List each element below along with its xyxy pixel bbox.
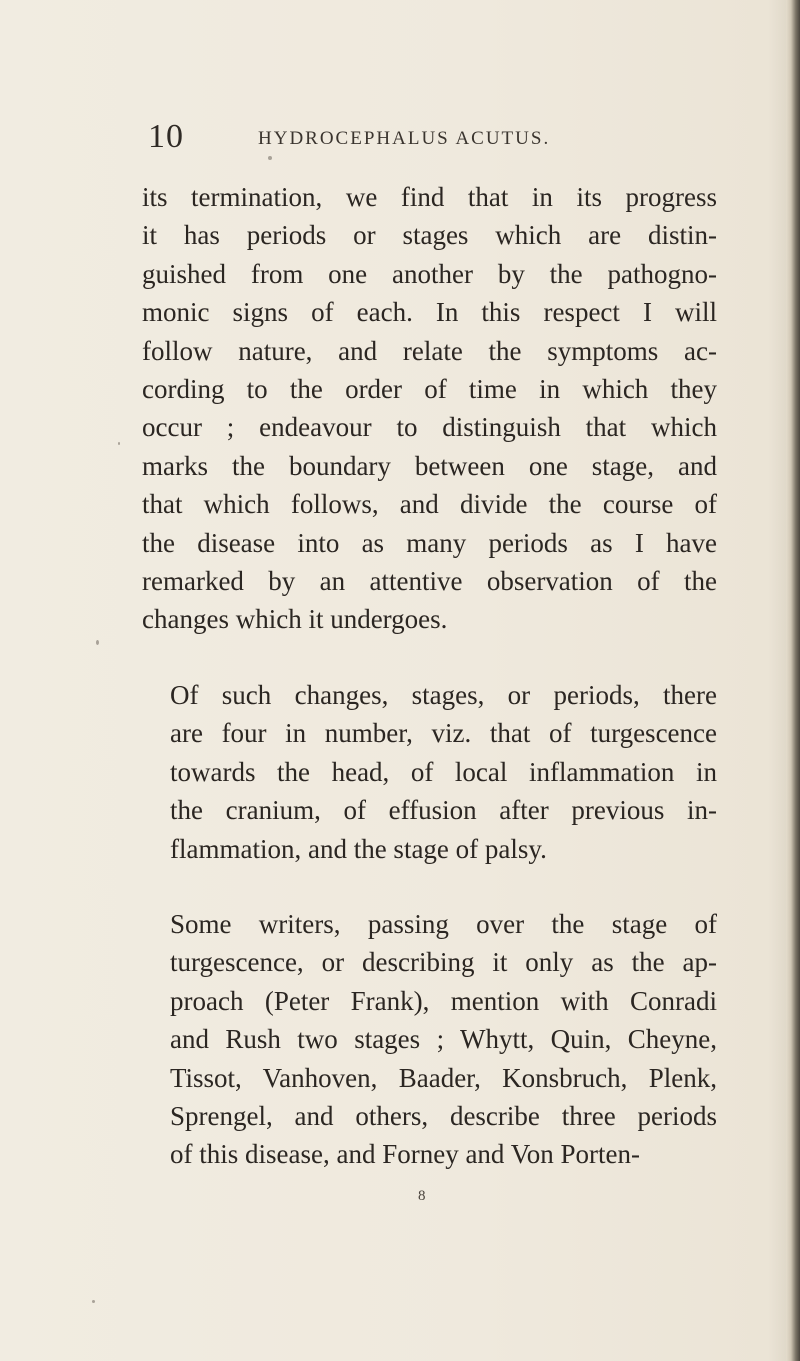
- text-line: Sprengel, and others, describe three periods: [170, 1100, 717, 1131]
- body-text: [142, 178, 717, 1174]
- text-line: are four in number, viz. that of turgescence: [170, 718, 717, 749]
- text-line: monic signs of each. In this respect I will: [142, 297, 717, 328]
- text-line: follow nature, and relate the symptoms ac-: [142, 335, 717, 366]
- text-line: remarked by an attentive observation of the: [142, 566, 717, 597]
- text-line: it has periods or stages which are distin-: [142, 220, 717, 251]
- paragraph-2: [142, 676, 717, 868]
- text-line: cording to the order of time in which they: [142, 374, 717, 405]
- text-line: that which follows, and divide the course of: [142, 489, 717, 520]
- text-line: Tissot, Vanhoven, Baader, Konsbruch, Plenk,: [170, 1062, 717, 1093]
- paragraph-3: [142, 905, 717, 1174]
- page-header: [148, 118, 748, 158]
- page-number: 10: [148, 118, 184, 155]
- paragraph-1: [142, 178, 717, 639]
- ink-speck: [92, 1300, 95, 1303]
- text-line: proach (Peter Frank), mention with Conradi: [170, 985, 717, 1016]
- text-line: Of such changes, stages, or periods, there: [170, 679, 717, 710]
- running-title: HYDROCEPHALUS ACUTUS.: [258, 128, 551, 149]
- text-line: the disease into as many periods as I have: [142, 527, 717, 558]
- signature-mark: 8: [418, 1188, 427, 1204]
- text-line: its termination, we find that in its progress: [142, 182, 717, 212]
- text-line: of this disease, and Forney and Von Porten-: [170, 1139, 640, 1170]
- text-line: flammation, and the stage of palsy.: [170, 833, 547, 864]
- text-line: marks the boundary between one stage, and: [142, 450, 717, 481]
- ink-speck: [118, 442, 120, 445]
- text-line: Some writers, passing over the stage of: [170, 908, 717, 939]
- text-line: changes which it undergoes.: [142, 604, 448, 635]
- ink-speck: [268, 156, 272, 160]
- text-line: towards the head, of local inflammation in: [170, 756, 717, 787]
- text-line: guished from one another by the pathogno-: [142, 258, 717, 289]
- text-line: and Rush two stages ; Whytt, Quin, Cheyne,: [170, 1024, 717, 1055]
- text-line: turgescence, or describing it only as the ap-: [170, 947, 717, 978]
- text-line: the cranium, of effusion after previous in-: [170, 795, 717, 826]
- ink-speck: [96, 640, 99, 645]
- text-line: occur ; endeavour to distinguish that which: [142, 412, 717, 443]
- page-edge-shadow: [786, 0, 800, 1361]
